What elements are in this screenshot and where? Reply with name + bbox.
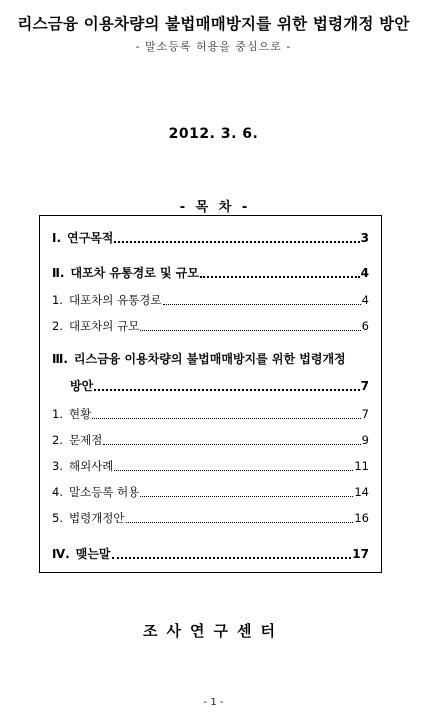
toc-heading: - 목 차 -: [179, 200, 248, 215]
toc-item-title-line[interactable]: [52, 351, 369, 369]
toc-item-number: 5.: [52, 511, 63, 525]
toc-item-number: Ⅱ.: [52, 266, 65, 280]
toc-item[interactable]: [52, 482, 369, 500]
toc-item[interactable]: [52, 228, 369, 246]
toc-item-title: 연구목적: [67, 231, 114, 245]
toc-item-number: Ⅰ.: [52, 231, 62, 245]
toc-item-title: 대포차 유통경로 및 규모: [70, 266, 199, 280]
toc-leader-dots: [103, 442, 360, 445]
toc-item[interactable]: [52, 430, 369, 448]
organization-name: 조사연구센터: [143, 622, 284, 640]
toc-item-page: 3: [360, 231, 369, 245]
toc-item[interactable]: [52, 508, 369, 526]
toc-item[interactable]: [52, 544, 369, 562]
toc-item-page: 7: [361, 407, 369, 421]
toc-leader-dots: [126, 520, 354, 523]
toc-item[interactable]: [52, 263, 369, 281]
toc-item-number: 4.: [52, 485, 63, 499]
toc-item-title: 맺는말: [75, 547, 111, 561]
toc-item[interactable]: [52, 290, 369, 308]
toc-item-page: 17: [352, 547, 369, 561]
toc-item-title: 리스금융 이용차량의 불법매매방지를 위한 법령개정: [73, 352, 346, 366]
toc-item-page: 4: [360, 266, 369, 280]
toc-item-number: Ⅲ.: [52, 352, 68, 366]
toc-leader-dots: [140, 494, 353, 497]
toc-item-page: 11: [354, 459, 369, 473]
toc-item-number: Ⅳ.: [52, 547, 70, 561]
toc-leader-dots: [94, 387, 359, 391]
toc-item-title: 법령개정안: [68, 511, 125, 525]
document-date: 2012. 3. 6.: [168, 126, 259, 142]
toc-item-number: 3.: [52, 459, 63, 473]
toc-item[interactable]: [52, 404, 369, 422]
page-number: - 1 -: [203, 697, 224, 708]
toc-item-title: 현황: [68, 407, 92, 421]
toc-item[interactable]: [52, 456, 369, 474]
toc-item-page: 14: [354, 485, 369, 499]
toc-item-title: 대포차의 규모: [68, 319, 140, 333]
table-of-contents: [39, 215, 382, 573]
toc-leader-dots: [112, 555, 352, 559]
toc-item-title: 문제점: [68, 433, 103, 447]
toc-item-number: 1.: [52, 293, 63, 307]
toc-leader-dots: [140, 328, 360, 331]
toc-leader-dots: [92, 416, 360, 419]
document-subtitle: - 말소등록 허용을 중심으로 -: [135, 40, 292, 53]
toc-item-title: 해외사례: [68, 459, 114, 473]
toc-item-title: 말소등록 허용: [68, 485, 140, 499]
toc-item-page: 6: [361, 319, 369, 333]
toc-leader-dots: [200, 274, 360, 278]
toc-item-title: 대포차의 유통경로: [68, 293, 162, 307]
toc-item-number: 2.: [52, 433, 63, 447]
toc-item-page: 16: [354, 511, 369, 525]
toc-item-title-continued: 방안: [70, 379, 94, 393]
document-title: 리스금융 이용차량의 불법매매방지를 위한 법령개정 방안: [17, 15, 410, 33]
toc-leader-dots: [114, 239, 359, 243]
toc-item[interactable]: [52, 316, 369, 334]
toc-item[interactable]: [70, 376, 369, 394]
toc-leader-dots: [114, 468, 353, 471]
toc-item-page: 7: [360, 379, 369, 393]
toc-leader-dots: [163, 302, 361, 305]
toc-item-number: 1.: [52, 407, 63, 421]
toc-item-page: 9: [361, 433, 369, 447]
toc-item-number: 2.: [52, 319, 63, 333]
toc-item-page: 4: [361, 293, 369, 307]
